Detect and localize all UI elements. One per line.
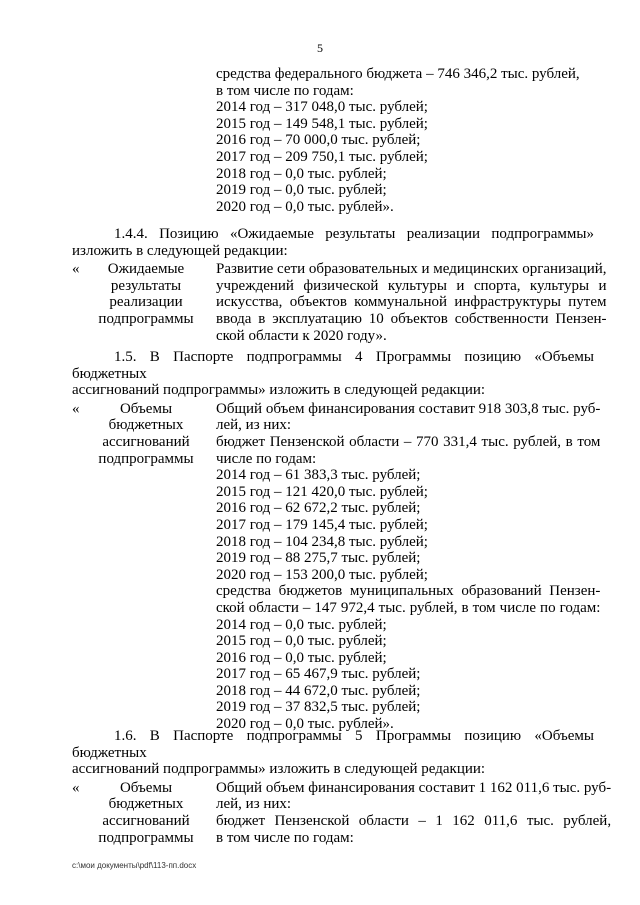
label-line: подпрограммы xyxy=(98,829,194,846)
content-line: Общий объем финансирования составит 1 162 011,6 тыс. руб- xyxy=(216,779,612,796)
content-line: учреждений физической культуры и спорта, культуры и xyxy=(216,277,607,294)
passport-row xyxy=(72,779,612,846)
content-line: 2018 год – 44 672,0 тыс. рублей; xyxy=(216,682,421,699)
federal-lines xyxy=(72,66,594,215)
text-line: средства федерального бюджета – 746 346,2 тыс. рублей, xyxy=(216,66,580,82)
content-line: лей, из них: xyxy=(216,796,292,813)
row-content xyxy=(202,401,600,733)
content-line: бюджет Пензенской области – 1 162 011,6 тыс. рублей, xyxy=(216,812,612,829)
text-line: 2017 год – 209 750,1 тыс. рублей; xyxy=(216,148,428,165)
content-line: числе по годам: xyxy=(216,450,317,467)
content-line: 2016 год – 0,0 тыс. рублей; xyxy=(216,649,387,666)
paragraph-line: ассигнований подпрограммы» изложить в следующей редакции: xyxy=(72,761,486,778)
content-line: ской области – 147 972,4 тыс. рублей, в том числе по годам: xyxy=(216,599,601,616)
content-line: средства бюджетов муниципальных образований Пензен- xyxy=(216,583,601,600)
text-line: 2016 год – 70 000,0 тыс. рублей; xyxy=(216,132,421,149)
row-label xyxy=(90,401,202,733)
paragraph-line: изложить в следующей редакции: xyxy=(72,242,288,259)
content-line: 2017 год – 65 467,9 тыс. рублей; xyxy=(216,666,421,683)
label-line: Объемы xyxy=(119,400,173,417)
passport-row xyxy=(72,261,607,344)
passport-row xyxy=(72,400,601,733)
label-line: бюджетных xyxy=(108,417,184,434)
content-line: в том числе по годам: xyxy=(216,829,354,846)
label-line: Ожидаемые xyxy=(107,261,185,278)
item-1-4-4 xyxy=(72,226,607,344)
text-line: 2014 год – 317 048,0 тыс. рублей; xyxy=(216,99,428,116)
content-line: ской области к 2020 году». xyxy=(216,327,387,344)
content-line: 2014 год – 0,0 тыс. рублей; xyxy=(216,616,387,633)
text-line: 2019 год – 0,0 тыс. рублей; xyxy=(216,182,387,199)
text-line: 2020 год – 0,0 тыс. рублей». xyxy=(216,198,394,215)
text-line: в том числе по годам: xyxy=(216,82,354,99)
content-line: 2014 год – 61 383,3 тыс. рублей; xyxy=(216,467,421,484)
open-quote: « xyxy=(72,400,80,417)
content-line: ввода в эксплуатацию 10 объектов собственности Пензен- xyxy=(216,310,607,327)
row-content xyxy=(202,261,607,344)
item-1-6 xyxy=(72,728,612,846)
open-quote: « xyxy=(72,261,80,278)
paragraph-line: 1.4.4. Позицию «Ожидаемые результаты реализации подпрограммы» xyxy=(114,226,594,242)
row-label xyxy=(90,261,202,344)
text-line: 2018 год – 0,0 тыс. рублей; xyxy=(216,165,387,182)
label-line: ассигнований xyxy=(102,433,190,450)
content-line: Развитие сети образовательных и медицинских организаций, xyxy=(216,261,607,278)
content-line: 2019 год – 88 275,7 тыс. рублей; xyxy=(216,550,421,567)
content-line: 2015 год – 121 420,0 тыс. рублей; xyxy=(216,483,428,500)
label-line: бюджетных xyxy=(108,796,184,813)
row-content xyxy=(202,780,611,846)
label-line: реализации xyxy=(109,294,183,311)
content-line: 2019 год – 37 832,5 тыс. рублей; xyxy=(216,699,421,716)
content-line: искусства, объектов коммунальной инфраструктуры путем xyxy=(216,294,607,311)
label-line: подпрограммы xyxy=(98,310,194,327)
item-1-5 xyxy=(72,349,601,733)
content-line: 2015 год – 0,0 тыс. рублей; xyxy=(216,633,387,650)
paragraph-line: 1.6. В Паспорте подпрограммы 5 Программы позицию «Объемы бюджетных xyxy=(72,728,594,761)
label-line: результаты xyxy=(110,277,182,294)
content-line: 2016 год – 62 672,2 тыс. рублей; xyxy=(216,500,421,517)
label-line: ассигнований xyxy=(102,812,190,829)
file-path-footer: c:\мои документы\pdf\113-пп.docx xyxy=(72,861,197,870)
content-line: 2018 год – 104 234,8 тыс. рублей; xyxy=(216,533,428,550)
page-number: 5 xyxy=(317,41,323,55)
federal-budget-block xyxy=(72,66,594,215)
content-line: 2020 год – 0,0 тыс. рублей». xyxy=(216,716,394,733)
content-line: лей, из них: xyxy=(216,417,292,434)
open-quote: « xyxy=(72,779,80,796)
content-line: 2017 год – 179 145,4 тыс. рублей; xyxy=(216,516,428,533)
label-line: Объемы xyxy=(119,779,173,796)
content-line: Общий объем финансирования составит 918 303,8 тыс. руб- xyxy=(216,400,601,417)
paragraph-line: 1.5. В Паспорте подпрограммы 4 Программы позицию «Объемы бюджетных xyxy=(72,349,594,382)
content-line: 2020 год – 153 200,0 тыс. рублей; xyxy=(216,566,428,583)
paragraph-line: ассигнований подпрограммы» изложить в следующей редакции: xyxy=(72,382,486,399)
content-line: бюджет Пензенской области – 770 331,4 тыс. рублей, в том xyxy=(216,433,601,450)
text-line: 2015 год – 149 548,1 тыс. рублей; xyxy=(216,115,428,132)
label-line: подпрограммы xyxy=(98,450,194,467)
row-label xyxy=(90,780,202,846)
